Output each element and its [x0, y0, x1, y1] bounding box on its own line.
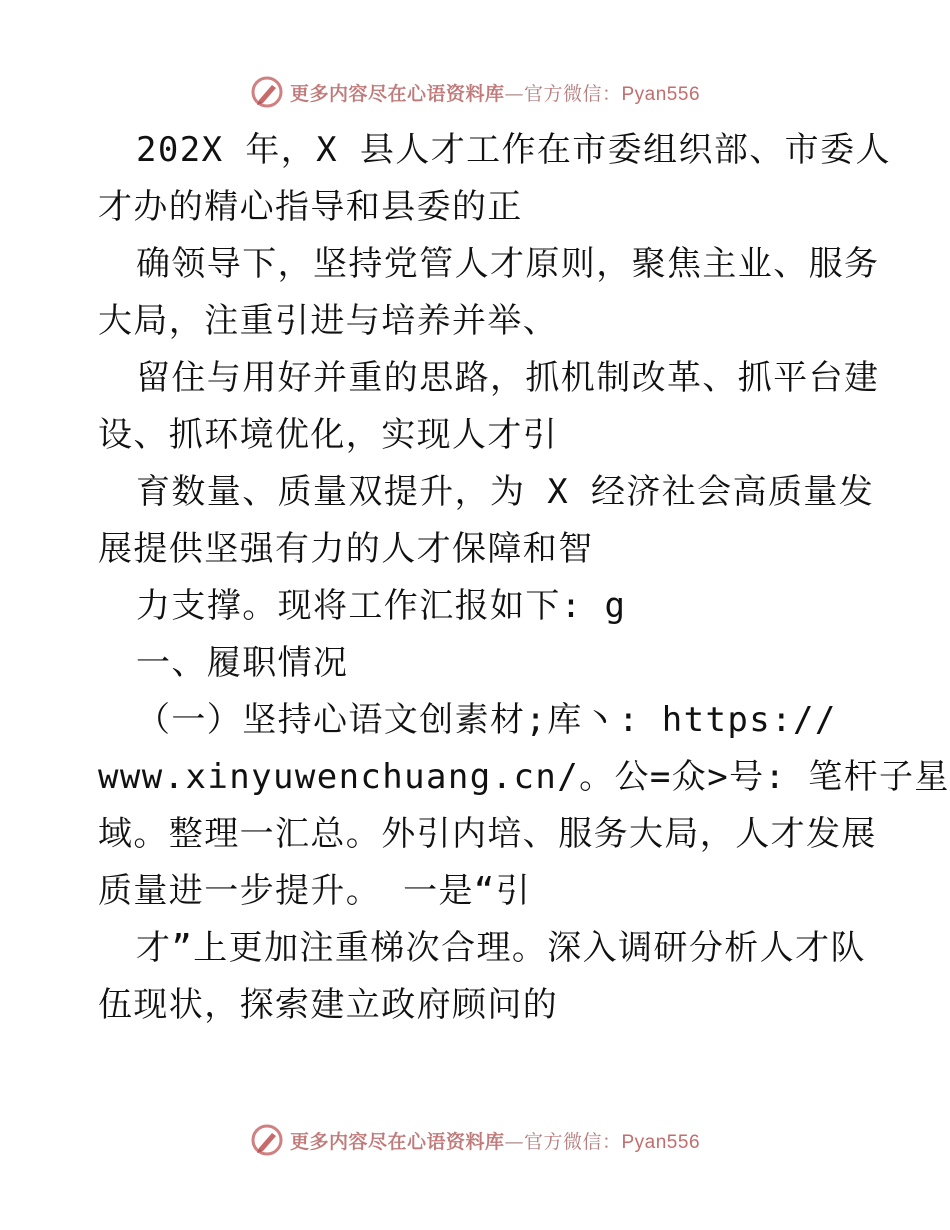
body-line: www.xinyuwenchuang.cn/。公=众>号: 笔杆子星	[98, 757, 950, 797]
body-line: 质量进一步提升。 一是“引	[98, 871, 532, 911]
header-banner-wechat-id: Pyan556	[621, 83, 701, 105]
footer-watermark-banner	[0, 1120, 950, 1160]
header-banner-text	[290, 79, 700, 106]
body-line: 202X 年，X 县人才工作在市委组织部、市委人	[136, 130, 891, 170]
header-banner-main: 更多内容尽在心语资料库	[289, 82, 505, 105]
body-line: 确领导下，坚持党管人才原则，聚焦主业、服务	[136, 244, 880, 284]
document-body	[98, 122, 950, 1034]
body-line: 大局，注重引进与培养并举、	[98, 301, 559, 341]
pen-logo-icon	[250, 75, 284, 109]
body-line: 育数量、质量双提升，为 X 经济社会高质量发	[136, 472, 875, 512]
footer-banner-label: 官方微信：	[523, 1130, 622, 1153]
body-line: 域。整理一汇总。外引内培、服务大局，人才发展	[98, 814, 877, 854]
body-line: 才办的精心指导和县委的正	[98, 187, 523, 227]
body-line: 留住与用好并重的思路，抓机制改革、抓平台建	[136, 358, 880, 398]
body-line: 力支撑。现将工作汇报如下: g	[136, 586, 627, 626]
header-banner-inner	[250, 75, 700, 109]
footer-banner-wechat-id: Pyan556	[621, 1131, 701, 1153]
section-heading: 一、履职情况	[136, 643, 349, 683]
header-watermark-banner	[0, 72, 950, 112]
pen-logo-icon	[250, 1123, 284, 1157]
footer-banner-inner	[250, 1123, 700, 1157]
footer-banner-text	[290, 1127, 700, 1154]
body-line: 才”上更加注重梯次合理。深入调研分析人才队	[136, 928, 866, 968]
body-line: 伍现状，探索建立政府顾问的	[98, 985, 559, 1025]
footer-banner-main: 更多内容尽在心语资料库	[289, 1130, 505, 1153]
header-banner-label: 官方微信：	[523, 82, 622, 105]
body-line: 展提供坚强有力的人才保障和智	[98, 529, 594, 569]
footer-banner-dash: —	[504, 1130, 524, 1153]
body-line: （一）坚持心语文创素材;库丶: https://	[136, 700, 837, 740]
header-banner-dash: —	[504, 82, 524, 105]
body-line: 设、抓环境优化，实现人才引	[98, 415, 559, 455]
